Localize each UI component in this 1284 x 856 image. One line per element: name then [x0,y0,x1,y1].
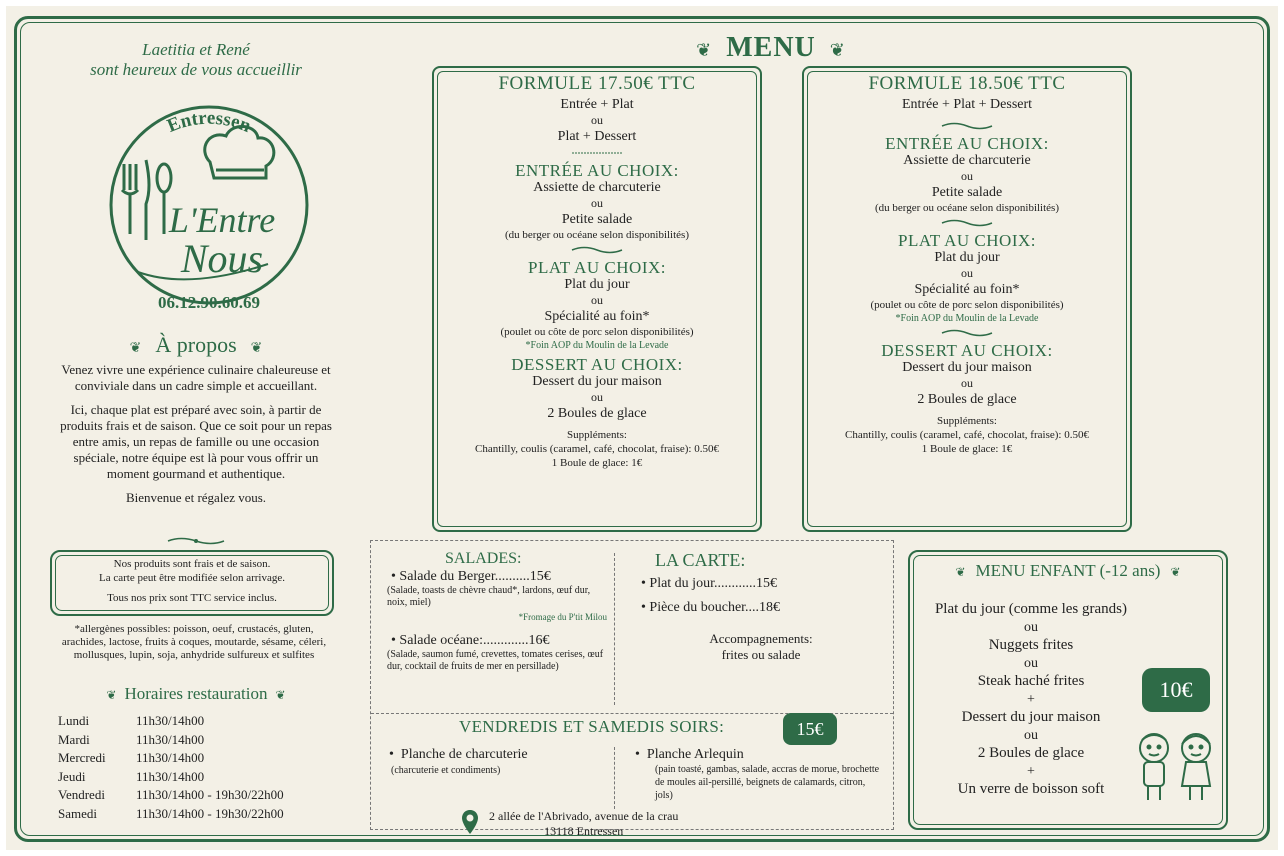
hours-time: 11h30/14h00 [136,750,205,765]
dish-item: Plat du jour [934,250,1000,265]
carte-item: • Pièce du boucher....18€ [641,600,781,615]
or-text: ou [591,293,603,307]
enfant-item: Nuggets frites [988,637,1074,653]
about-text [54,362,338,514]
salade-note: *Fromage du P'tit Milou [518,612,607,622]
combo-line: Plat + Dessert [557,129,637,144]
formule-17-box [432,66,762,532]
welcome-text [46,40,346,80]
hours-time: 11h30/14h00 - 19h30/22h00 [136,805,284,821]
hours-day: Vendredi [58,787,105,802]
enfant-item: Steak haché frites [977,673,1085,689]
hours-row [58,805,284,824]
combo-line: Entrée + Plat + Dessert [901,97,1033,112]
planche-desc: (charcuterie et condiments) [391,765,501,776]
divider-ornament [940,218,994,228]
or-text: ou [961,376,973,390]
enfant-item: 2 Boules de glace [977,745,1085,761]
divider-ornament [570,245,624,255]
about-paragraph-1: Venez vivre une expérience culinaire chaleureuse et conviviale dans un cadre simple et accueillant. [61,362,331,393]
planche-item-text: Planche Arlequin [646,747,744,762]
hours-time: 11h30/14h00 [136,768,205,784]
salade-item: • Salade du Berger..........15€ [391,569,551,584]
divider-ornament [570,148,624,158]
salade-oceane: Salade océane:.............16€ [399,633,550,648]
hours-row [58,768,284,787]
menu-enfant-title-text: MENU ENFANT (-12 ans) [975,561,1161,580]
salade-item: • Salade océane:.............16€ [391,633,550,648]
welcome-line-2: sont heureux de vous accueillir [90,60,302,79]
planche-item: • Planche de charcuterie [389,747,528,762]
supplements-title: Suppléments: [567,429,627,441]
or-text: ou [1024,620,1038,635]
planche-desc: (pain toasté, gambas, salade, accras de morue, brochette de moules ail-persillé, beignets de calamards, citron, jols) [655,764,880,801]
dish-item: Assiette de charcuterie [903,153,1031,168]
divider-ornament [166,536,226,546]
leaf-icon: ❦ [275,688,286,702]
leaf-icon: ❦ [1170,565,1181,579]
leaf-icon: ❦ [129,341,142,356]
planche-charcuterie [389,747,609,779]
dessert-section-title: DESSERT AU CHOIX: [511,355,683,374]
combo-line: Entrée + Plat [560,97,634,112]
menu-enfant-box [908,550,1228,830]
soirs-title: VENDREDIS ET SAMEDIS SOIRS: [459,717,725,736]
formule-18-box [802,66,1132,532]
opening-hours [58,712,284,823]
divider-ornament [940,328,994,338]
logo-top-text: Entressen [164,107,254,137]
allergens-note: *allergènes possibles: poisson, oeuf, crustacés, gluten, arachides, lactose, fruits à coques, moutarde, sésame, céleri, mollusques, lupin, soja, anhydride sulfureux et sulfites [61,623,327,661]
dish-item: Dessert du jour maison [902,360,1032,375]
supplements-line: 1 Boule de glace: 1€ [921,443,1013,455]
menu-page [6,6,1278,850]
foin-note: *Foin AOP du Moulin de la Levade [895,313,1039,324]
carte-item: • Plat du jour............15€ [641,576,777,591]
plus-text: + [1027,764,1035,779]
menu-enfant-title [910,561,1226,581]
menu-enfant-price-badge: 10€ [1142,668,1210,712]
planche-item-text: Planche de charcuterie [400,747,528,762]
a-la-carte-section [370,540,894,838]
formule-title: FORMULE 17.50€ TTC [498,73,696,94]
planche-item: • Planche Arlequin [635,747,744,762]
accompaniments-title: Accompagnements: [709,631,813,646]
fresh-line-1: Nos produits sont frais et de saison. [113,558,271,570]
hours-time: 11h30/14h00 [136,731,205,747]
or-text: ou [961,266,973,280]
dish-item: Plat du jour [564,277,630,292]
dish-item: Assiette de charcuterie [533,180,661,195]
logo-brand-line-1: L'Entre [168,200,276,240]
hours-row [58,749,284,768]
dish-note: (du berger ou océane selon disponibilités) [875,202,1059,214]
or-text: ou [591,390,603,404]
hours-title-text: Horaires restauration [124,684,268,703]
accompaniments [641,631,881,663]
accompaniments-value: frites ou salade [721,647,801,662]
welcome-line-1: Laetitia et René [142,40,250,59]
or-text: ou [1024,656,1038,671]
entree-section-title: ENTRÉE AU CHOIX: [885,134,1049,153]
about-title-text: À propos [155,332,237,357]
supplements-line: Chantilly, coulis (caramel, café, chocolat, fraise): 0.50€ [475,443,719,455]
plat-section-title: PLAT AU CHOIX: [528,258,666,277]
dish-item: 2 Boules de glace [547,406,647,421]
about-paragraph-2: Ici, chaque plat est préparé avec soin, à partir de produits frais et de saison. Que ce soit pour un repas entre amis, un repas de famille ou une occasion spéciale, notre équipe est là pour vous offrir un moment gourmand et authentique. [60,402,332,481]
menu-title-text: MENU [726,32,816,63]
or-text: ou [591,113,603,127]
salades-section [385,551,607,673]
planche-arlequin [635,747,885,802]
plus-text: + [1027,692,1035,707]
salade-berger: Salade du Berger..........15€ [399,569,551,584]
hours-day: Samedi [58,805,97,821]
fresh-line-2: La carte peut être modifiée selon arrivage. [99,572,285,584]
leaf-icon: ❦ [250,341,263,356]
supplements-title: Suppléments: [937,415,997,427]
menu-title [606,32,936,64]
hours-day: Mardi [58,731,90,747]
hours-time: 11h30/14h00 - 19h30/22h00 [136,787,284,802]
leaf-icon: ❦ [696,40,713,60]
or-text: ou [961,169,973,183]
soirs-price-badge: 15€ [783,713,837,745]
dish-item: Spécialité au foin* [544,309,650,324]
about-title [46,332,346,358]
plat-section-title: PLAT AU CHOIX: [898,231,1036,250]
address-line-2: 13118 Entressen [544,824,624,838]
salades-title: SALADES: [445,550,522,567]
dish-item: 2 Boules de glace [917,392,1017,407]
enfant-item: Dessert du jour maison [961,709,1101,725]
or-text: ou [591,196,603,210]
leaf-icon: ❦ [106,688,117,702]
enfant-item: Plat du jour (comme les grands) [934,601,1128,617]
dish-note: (poulet ou côte de porc selon disponibilités) [500,326,694,338]
hours-row [58,712,284,731]
logo-phone: 06.12.90.60.69 [158,293,260,312]
children-icon [1130,728,1220,808]
entree-section-title: ENTRÉE AU CHOIX: [515,161,679,180]
hours-day: Lundi [58,713,90,728]
or-text: ou [1024,728,1038,743]
supplements-line: Chantilly, coulis (caramel, café, chocolat, fraise): 0.50€ [845,429,1089,441]
dish-note: (poulet ou côte de porc selon disponibilités) [870,299,1064,311]
la-carte [641,551,881,663]
logo-brand-line-2: Nous [180,236,264,281]
la-carte-title: LA CARTE: [655,550,746,570]
about-paragraph-3: Bienvenue et régalez vous. [125,490,267,505]
dish-item: Petite salade [931,185,1003,200]
dish-note: (du berger ou océane selon disponibilités) [505,229,689,241]
hours-row [58,786,284,805]
location-pin-icon [461,809,479,835]
address-line-1: 2 allée de l'Abrivado, avenue de la crau [489,809,679,823]
carte-item-text: Plat du jour............15€ [649,576,777,591]
hours-day: Jeudi [58,768,86,784]
address [489,809,678,839]
fresh-line-3: Tous nos prix sont TTC service inclus. [107,592,277,604]
salade-desc: (Salade, saumon fumé, crevettes, tomates cerises, œuf dur, cocktail de fruits de mer en persillade) [387,649,604,672]
dish-item: Dessert du jour maison [532,374,662,389]
supplements-line: 1 Boule de glace: 1€ [551,457,643,469]
formule-title: FORMULE 18.50€ TTC [868,73,1066,94]
menu-enfant-items [920,600,1142,799]
leaf-icon: ❦ [955,565,966,579]
hours-title [46,684,346,704]
enfant-item: Un verre de boisson soft [957,781,1105,797]
dish-item: Spécialité au foin* [914,282,1020,297]
leaf-icon: ❦ [829,40,846,60]
salade-desc: (Salade, toasts de chèvre chaud*, lardons, œuf dur, noix, miel) [387,585,591,608]
dessert-section-title: DESSERT AU CHOIX: [881,341,1053,360]
carte-item-text: Pièce du boucher....18€ [649,600,781,615]
hours-time: 11h30/14h00 [136,713,205,728]
divider-ornament [940,121,994,131]
hours-day: Mercredi [58,750,106,765]
hours-row [58,731,284,750]
fresh-products-notice [50,550,334,616]
restaurant-logo [98,94,320,316]
dish-item: Petite salade [561,212,633,227]
cutlery-icon [122,160,171,240]
foin-note: *Foin AOP du Moulin de la Levade [525,340,669,351]
